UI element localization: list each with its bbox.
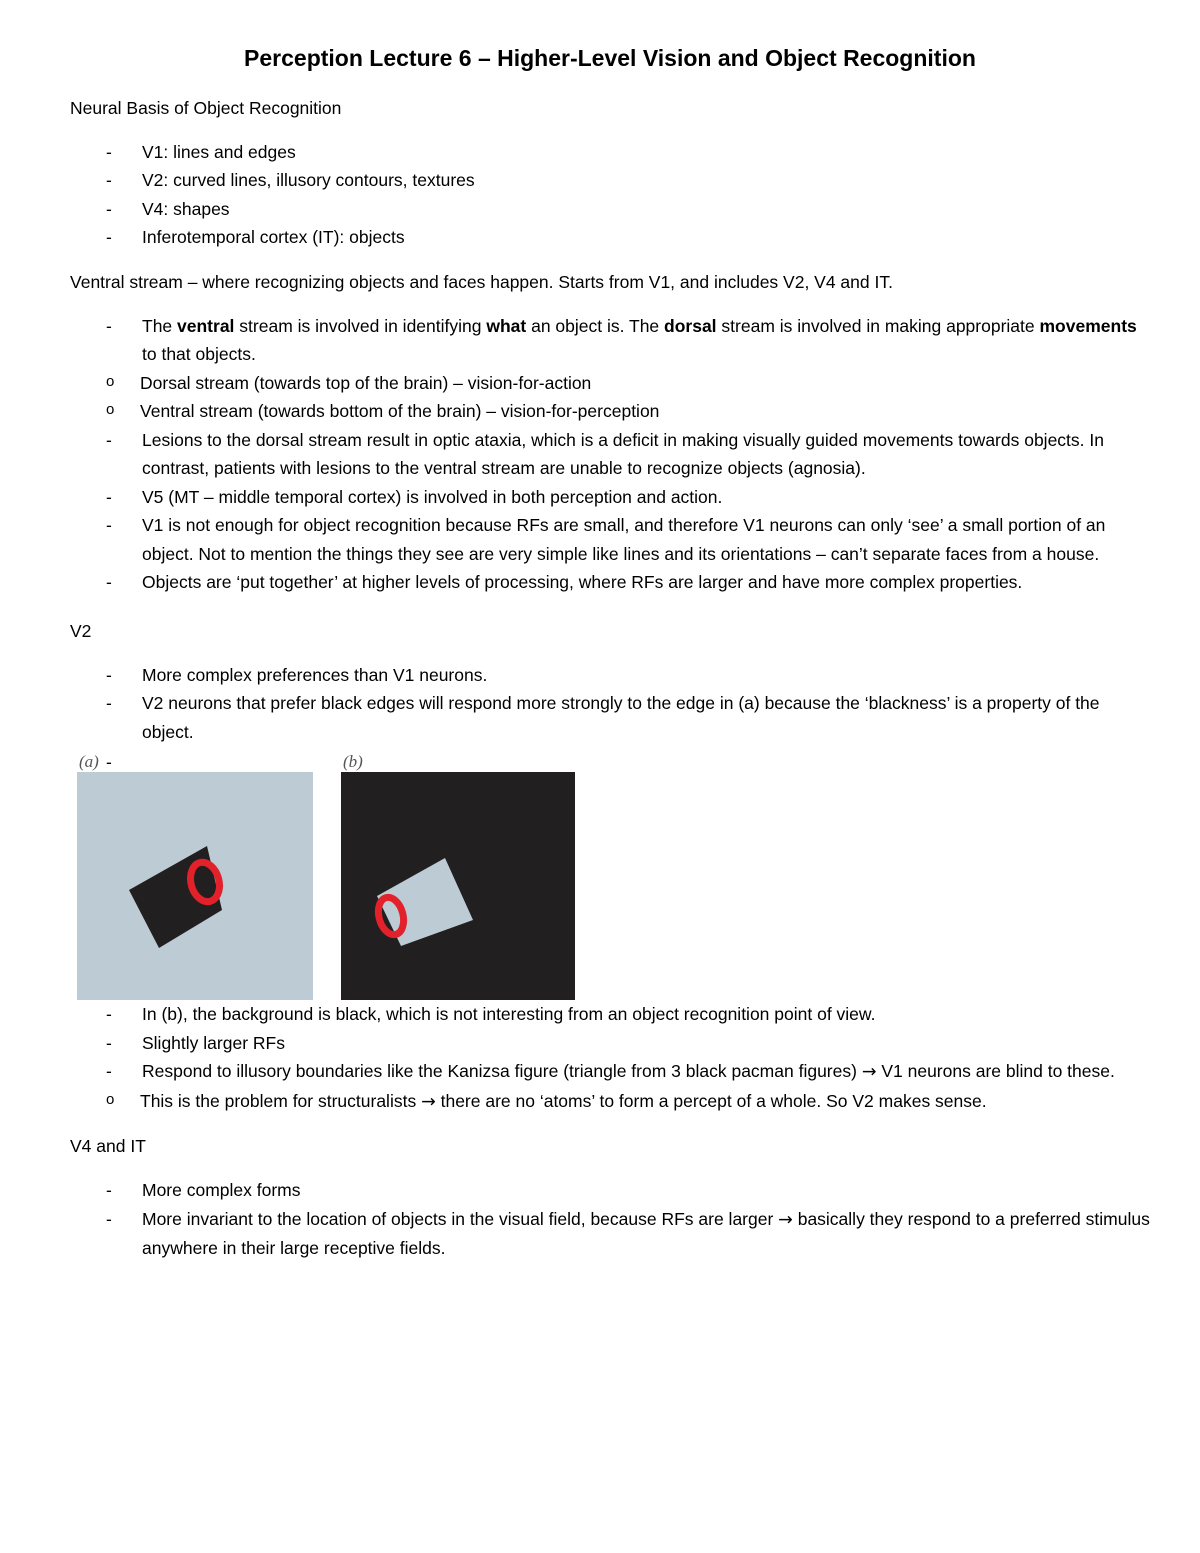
ventral-stream-intro: Ventral stream – where recognizing objects and faces happen. Starts from V1, and includes V2, V4 and IT. bbox=[70, 271, 893, 292]
list-item: - Lesions to the dorsal stream result in optic ataxia, which is a deficit in making visually guided movements towards objects. In contrast, patients with lesions to the ventral stream are unable to recognize objects (agnosia). bbox=[70, 426, 1150, 483]
list-item: - V1: lines and edges bbox=[70, 138, 1150, 167]
text-run: an object is. The bbox=[526, 315, 665, 336]
bold-movements: movements bbox=[1039, 315, 1137, 336]
figure-label-b: (b) bbox=[343, 752, 363, 772]
text-run: This is the problem for structuralists bbox=[140, 1090, 422, 1111]
text-run: there are no ‘atoms’ to form a percept of a whole. So V2 makes sense. bbox=[435, 1090, 987, 1111]
list-item: - V1 is not enough for object recognition because RFs are small, and therefore V1 neurons can only ‘see’ a small portion of an object. Not to mention the things they see are very simple like lines and its orientations – can’t separate faces from a house. bbox=[70, 511, 1150, 568]
bold-what: what bbox=[486, 315, 527, 336]
list-item: - Objects are ‘put together’ at higher levels of processing, where RFs are larger and have more complex properties. bbox=[70, 568, 1150, 597]
text-run: The bbox=[142, 315, 178, 336]
list-item: - V5 (MT – middle temporal cortex) is involved in both perception and action. bbox=[70, 483, 1150, 512]
text-run: stream is involved in making appropriate bbox=[716, 315, 1040, 336]
list-item: - Inferotemporal cortex (IT): objects bbox=[70, 223, 1150, 252]
list-item: - More complex preferences than V1 neurons. bbox=[70, 661, 1150, 690]
ventral-stream-list bbox=[70, 312, 1150, 597]
section-heading-v4-it: V4 and IT bbox=[70, 1136, 146, 1157]
right-arrow-icon: → bbox=[861, 1062, 877, 1083]
page-title: Perception Lecture 6 – Higher-Level Vision and Object Recognition bbox=[244, 45, 976, 71]
figure-b-background bbox=[341, 772, 575, 1000]
document-page bbox=[70, 44, 1150, 1263]
neural-basis-list bbox=[70, 138, 1150, 252]
text-run: basically they respond to a preferred stimulus anywhere in their large receptive fields. bbox=[142, 1208, 1150, 1259]
figure-b-image bbox=[341, 772, 575, 1000]
sub-list-item: o Ventral stream (towards bottom of the brain) – vision-for-perception bbox=[70, 397, 1150, 426]
list-item bbox=[70, 1205, 1150, 1263]
list-item-figure bbox=[70, 748, 1150, 1000]
bold-ventral: ventral bbox=[177, 315, 235, 336]
figure-label-a: - (a) bbox=[79, 752, 99, 772]
stream-sublist bbox=[70, 369, 1150, 426]
list-item: - V2: curved lines, illusory contours, textures bbox=[70, 166, 1150, 195]
list-item: - In (b), the background is black, which is not interesting from an object recognition point of view. bbox=[70, 1000, 1150, 1029]
right-arrow-icon: → bbox=[421, 1091, 436, 1112]
figure-row bbox=[77, 748, 1150, 1000]
list-item: - More complex forms bbox=[70, 1176, 1150, 1205]
list-item bbox=[70, 1057, 1150, 1116]
list-item: - Slightly larger RFs bbox=[70, 1029, 1150, 1058]
figure-panel-a bbox=[77, 748, 313, 1000]
sub-list-item bbox=[70, 1087, 1150, 1117]
section-heading-v2: V2 bbox=[70, 620, 92, 641]
structuralist-sublist bbox=[70, 1087, 1150, 1117]
section-heading-neural-basis: Neural Basis of Object Recognition bbox=[70, 97, 342, 118]
right-arrow-icon: → bbox=[778, 1209, 793, 1230]
text-run: to that objects. bbox=[142, 344, 256, 365]
list-item: - V4: shapes bbox=[70, 195, 1150, 224]
v2-list bbox=[70, 661, 1150, 1117]
sub-list-item: o Dorsal stream (towards top of the brain) – vision-for-action bbox=[70, 369, 1150, 398]
text-run: Respond to illusory boundaries like the Kanizsa figure (triangle from 3 black pacman figures) bbox=[142, 1061, 862, 1082]
figure-panel-b bbox=[341, 748, 575, 1000]
text-run: V1 neurons are blind to these. bbox=[876, 1061, 1115, 1082]
text-run: stream is involved in identifying bbox=[234, 315, 487, 336]
text-run: More invariant to the location of objects in the visual field, because RFs are larger bbox=[142, 1208, 779, 1229]
list-item: - V2 neurons that prefer black edges will respond more strongly to the edge in (a) because the ‘blackness’ is a property of the object. bbox=[70, 689, 1150, 746]
list-item bbox=[70, 312, 1150, 426]
v4-list bbox=[70, 1176, 1150, 1263]
figure-a-image bbox=[77, 772, 313, 1000]
bold-dorsal: dorsal bbox=[664, 315, 717, 336]
